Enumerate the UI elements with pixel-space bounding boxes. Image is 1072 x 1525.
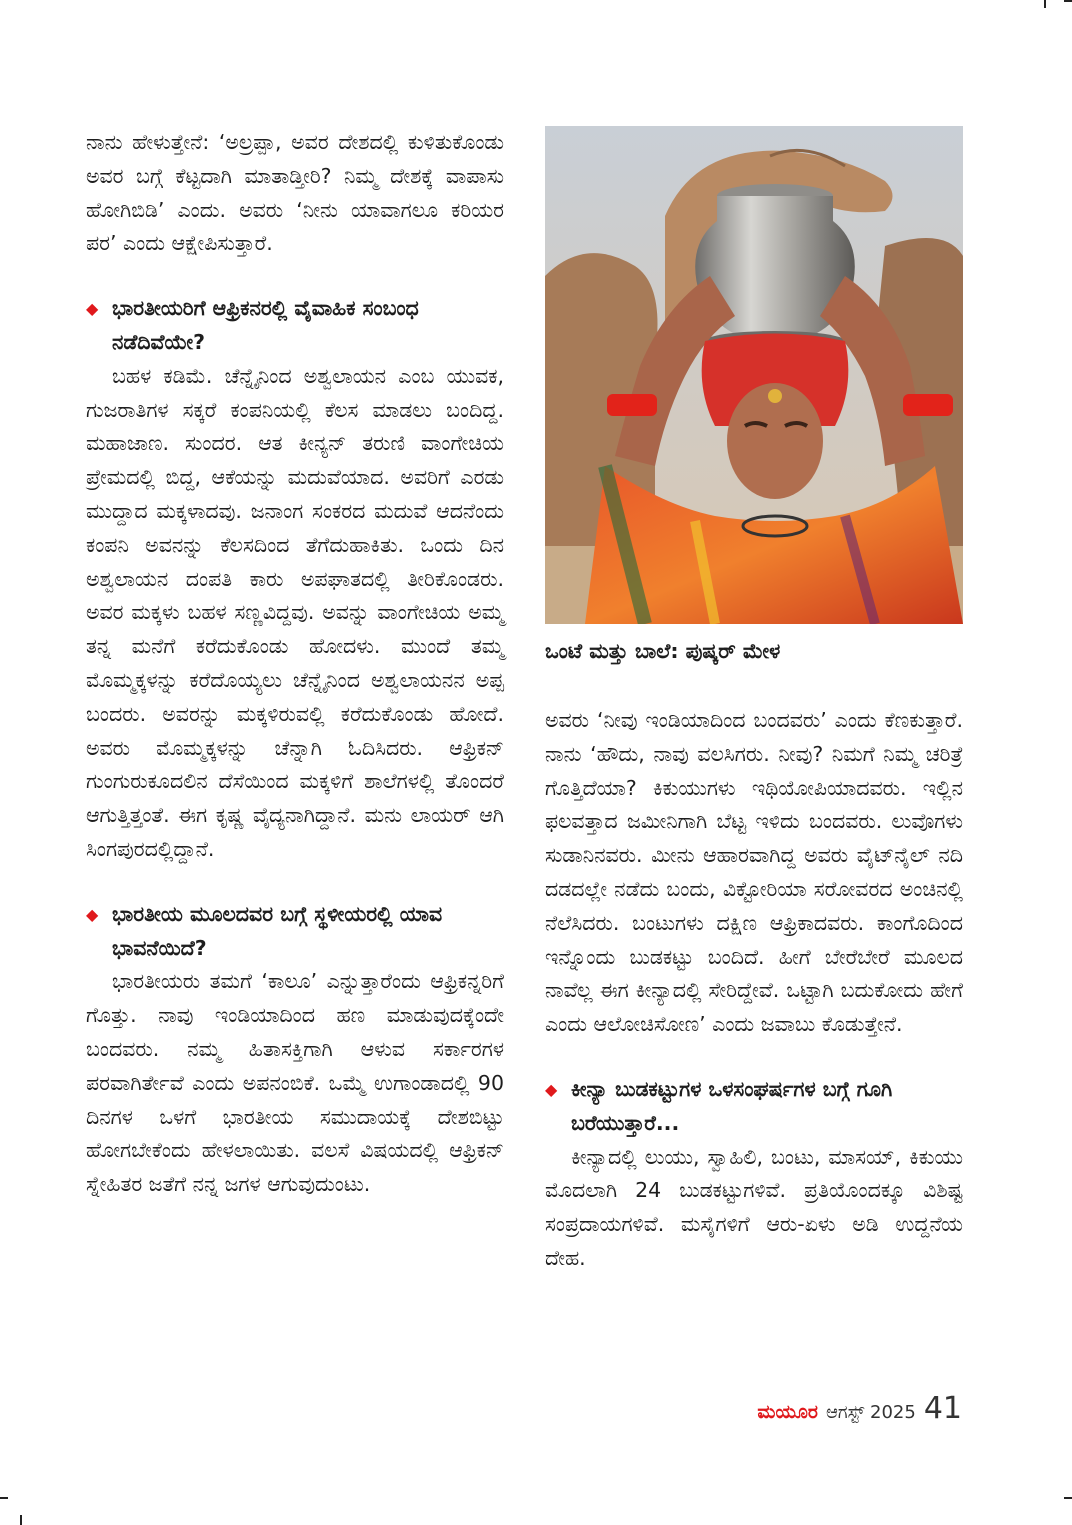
question-heading: ◆ ಭಾರತೀಯ ಮೂಲದವರ ಬಗ್ಗೆ ಸ್ಥಳೀಯರಲ್ಲಿ ಯಾವ ಭಾವನೆಯಿದೆ? (86, 898, 504, 966)
photo-caption: ಒಂಟೆ ಮತ್ತು ಬಾಲೆ: ಪುಷ್ಕರ್ ಮೇಳ (545, 639, 781, 663)
article-photo (545, 126, 963, 624)
answer-paragraph: ಭಾರತೀಯರು ತಮಗೆ ‘ಕಾಲೂ’ ಎನ್ನುತ್ತಾರೆಂದು ಆಫ್ರಿಕನ್ನರಿಗೆ ಗೊತ್ತು. ನಾವು ಇಂಡಿಯಾದಿಂದ ಹಣ ಮಾಡುವುದಕ್ಕೆಂದೇ ಬಂದವರು. ನಮ್ಮ ಹಿತಾಸಕ್ತಿಗಾಗಿ ಆಳುವ ಸರ್ಕಾರಗಳ ಪರವಾಗಿರ್ತೇವೆ ಎಂದು ಅಪನಂಬಿಕೆ. ಒಮ್ಮೆ ಉಗಾಂಡಾದಲ್ಲಿ 90 ದಿನಗಳ ಒಳಗೆ ಭಾರತೀಯ ಸಮುದಾಯಕ್ಕೆ ದೇಶಬಿಟ್ಟು ಹೋಗಬೇಕೆಂದು ಹೇಳಲಾಯಿತು. ವಲಸೆ ವಿಷಯದಲ್ಲಿ ಆಫ್ರಿಕನ್ ಸ್ನೇಹಿತರ ಜತೆಗೆ ನನ್ನ ಜಗಳ ಆಗುವುದುಂಟು. (86, 969, 504, 1197)
crop-mark (1064, 1497, 1072, 1499)
magazine-logo: ಮಯೂರ (757, 1401, 818, 1423)
answer-paragraph: ಬಹಳ ಕಡಿಮೆ. ಚೆನ್ನೈನಿಂದ ಅಶ್ವಲಾಯನ ಎಂಬ ಯುವಕ, ಗುಜರಾತಿಗಳ ಸಕ್ಕರೆ ಕಂಪನಿಯಲ್ಲಿ ಕೆಲಸ ಮಾಡಲು ಬಂದಿದ್ದ. ಮಹಾಜಾಣ. ಸುಂದರ. ಆತ ಕೀನ್ಯನ್ ತರುಣಿ ವಾಂಗೇಚಿಯ ಪ್ರೇಮದಲ್ಲಿ ಬಿದ್ದ, ಆಕೆಯನ್ನು ಮದುವೆಯಾದ. ಅವರಿಗೆ ಎರಡು ಮುದ್ದಾದ ಮಕ್ಕಳಾದವು. ಜನಾಂಗ ಸಂಕರದ ಮದುವೆ ಆದನೆಂದು ಕಂಪನಿ ಅವನನ್ನು ಕೆಲಸದಿಂದ ತೆಗೆದುಹಾಕಿತು. ಒಂದು ದಿನ ಅಶ್ವಲಾಯನ ದಂಪತಿ ಕಾರು ಅಪಘಾತದಲ್ಲಿ ತೀರಿಕೊಂಡರು. ಅವರ ಮಕ್ಕಳು ಬಹಳ ಸಣ್ಣವಿದ್ದವು. ಅವನ್ನು ವಾಂಗೇಚಿಯ ಅಮ್ಮ ತನ್ನ ಮನೆಗೆ ಕರೆದುಕೊಂಡು ಹೋದಳು. ಮುಂದೆ ತಮ್ಮ ಮೊಮ್ಮಕ್ಕಳನ್ನು ಕರೆದೊಯ್ಯಲು ಚೆನ್ನೈನಿಂದ ಅಶ್ವಲಾಯನನ ಅಪ್ಪ ಬಂದರು. ಅವರನ್ನು ಮಕ್ಕಳಿರುವಲ್ಲಿ ಕರೆದುಕೊಂಡು ಹೋದೆ. ಅವರು ಮೊಮ್ಮಕ್ಕಳನ್ನು ಚೆನ್ನಾಗಿ ಓದಿಸಿದರು. ಆಫ್ರಿಕನ್ ಗುಂಗುರುಕೂದಲಿನ ದೆಸೆಯಿಂದ ಮಕ್ಕಳಿಗೆ ಶಾಲೆಗಳಲ್ಲಿ ತೊಂದರೆ ಆಗುತ್ತಿತ್ತಂತೆ. ಈಗ ಕೃಷ್ಣ ವೈದ್ಯನಾಗಿದ್ದಾನೆ. ಮನು ಲಾಯರ್ ಆಗಿ ಸಿಂಗಪುರದಲ್ಲಿದ್ದಾನೆ. (86, 363, 504, 861)
issue-date: ಆಗಸ್ಟ್ 2025 (825, 1402, 916, 1423)
continued-paragraph: ಅವರು ‘ನೀವು ಇಂಡಿಯಾದಿಂದ ಬಂದವರು’ ಎಂದು ಕೆಣಕುತ್ತಾರೆ. ನಾನು ‘ಹೌದು, ನಾವು ವಲಸಿಗರು. ನೀವು? ನಿಮಗೆ ನಿಮ್ಮ ಚರಿತ್ರೆ ಗೊತ್ತಿದೆಯಾ? ಕಿಕುಯುಗಳು ಇಥಿಯೋಪಿಯಾದವರು. ಇಲ್ಲಿನ ಫಲವತ್ತಾದ ಜಮೀನಿಗಾಗಿ ಬೆಟ್ಟ ಇಳಿದು ಬಂದವರು. ಲುವೊಗಳು ಸುಡಾನಿನವರು. ಮೀನು ಆಹಾರವಾಗಿದ್ದ ಅವರು ವೈಟ್‌ನೈಲ್ ನದಿ ದಡದಲ್ಲೇ ನಡೆದು ಬಂದು, ವಿಕ್ಟೋರಿಯಾ ಸರೋವರದ ಅಂಚಿನಲ್ಲಿ ನೆಲೆಸಿದರು. ಬಂಟುಗಳು ದಕ್ಷಿಣ ಆಫ್ರಿಕಾದವರು. ಕಾಂಗೊದಿಂದ ಇನ್ನೊಂದು ಬುಡಕಟ್ಟು ಬಂದಿದೆ. ಹೀಗೆ ಬೇರೆಬೇರೆ ಮೂಲದ ನಾವೆಲ್ಲ ಈಗ ಕೀನ್ಯಾದಲ್ಲಿ ಸೇರಿದ್ದೇವೆ. ಒಟ್ಟಾಗಿ ಬದುಕೋದು ಹೇಗೆ ಎಂದು ಆಲೋಚಿಸೋಣ’ ಎಂದು ಜವಾಬು ಕೊಡುತ್ತೇನೆ. (545, 708, 963, 1037)
question-heading: ◆ ಭಾರತೀಯರಿಗೆ ಆಫ್ರಿಕನರಲ್ಲಿ ವೈವಾಹಿಕ ಸಂಬಂಧ ನಡೆದಿವೆಯೇ? (86, 292, 504, 360)
question-heading: ◆ ಕೀನ್ಯಾ ಬುಡಕಟ್ಟುಗಳ ಒಳಸಂಘರ್ಷಗಳ ಬಗ್ಗೆ ಗೂಗಿ ಬರೆಯುತ್ತಾರೆ... (545, 1073, 963, 1141)
diamond-bullet-icon: ◆ (86, 299, 99, 319)
intro-paragraph: ನಾನು ಹೇಳುತ್ತೇನೆ: ‘ಅಲ್ರಪ್ಪಾ, ಅವರ ದೇಶದಲ್ಲಿ ಕುಳಿತುಕೊಂಡು ಅವರ ಬಗ್ಗೆ ಕೆಟ್ಟದಾಗಿ ಮಾತಾಡ್ತೀರಿ? ನಿಮ್ಮ ದೇಶಕ್ಕೆ ವಾಪಾಸು ಹೋಗಿಬಿಡಿ’ ಎಂದು. ಅವರು ‘ನೀನು ಯಾವಾಗಲೂ ಕರಿಯರ ಪರ’ ಎಂದು ಆಕ್ಷೇಪಿಸುತ್ತಾರೆ. (86, 130, 504, 256)
diamond-bullet-icon: ◆ (545, 1079, 558, 1099)
right-column (545, 704, 963, 1276)
crop-mark (1064, 0, 1072, 2)
page-footer (757, 1391, 962, 1431)
crop-mark (0, 1497, 8, 1499)
crop-mark (1044, 0, 1046, 8)
left-column (86, 126, 504, 1202)
crop-mark (20, 1515, 22, 1525)
page-number: 41 (923, 1391, 962, 1426)
answer-paragraph: ಕೀನ್ಯಾದಲ್ಲಿ ಲುಯು, ಸ್ವಾಹಿಲಿ, ಬಂಟು, ಮಾಸಯ್, ಕಿಕುಯು ಮೊದಲಾಗಿ 24 ಬುಡಕಟ್ಟುಗಳಿವೆ. ಪ್ರತಿಯೊಂದಕ್ಕೂ ವಿಶಿಷ್ಟ ಸಂಪ್ರದಾಯಗಳಿವೆ. ಮಸೈಗಳಿಗೆ ಆರು-ಏಳು ಅಡಿ ಉದ್ದನೆಯ ದೇಹ. (545, 1144, 963, 1270)
diamond-bullet-icon: ◆ (86, 904, 99, 924)
